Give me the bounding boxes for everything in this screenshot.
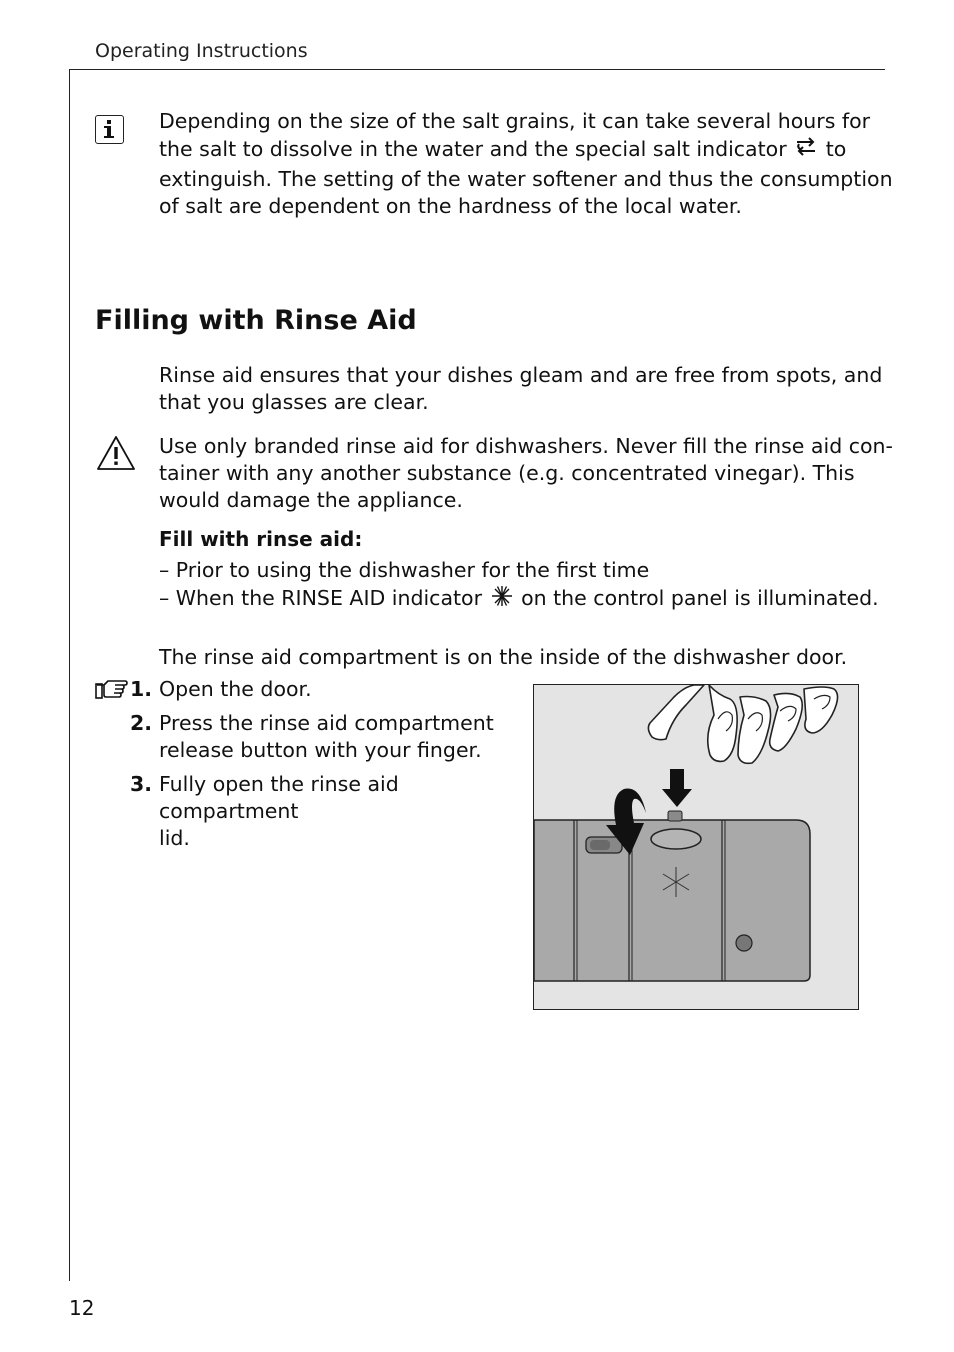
rinse-aid-indicator-icon: [489, 584, 515, 615]
fill-heading: Fill with rinse aid:: [159, 527, 363, 551]
location-text: The rinse aid compartment is on the inside of the dishwasher door.: [159, 645, 848, 669]
step-2-text: Press the rinse aid compartment release button with your finger.: [159, 711, 494, 762]
step-3-number: 3.: [129, 772, 152, 796]
salt-indicator-icon: [793, 135, 819, 166]
step-1-number: 1.: [129, 677, 152, 701]
info-icon: [95, 115, 124, 144]
running-header: Operating Instructions: [95, 40, 308, 62]
pointing-hand-icon: [94, 676, 130, 706]
info-line-3: extinguish. The setting of the water softener and thus the consumption: [159, 167, 893, 191]
info-note: [159, 108, 893, 220]
section-title: Filling with Rinse Aid: [95, 305, 417, 336]
info-line-1: Depending on the size of the salt grains, it can take several hours for: [159, 109, 871, 133]
margin-rule: [69, 69, 70, 1281]
info-line-2: the salt to dissolve in the water and the special salt indicator to: [159, 135, 893, 166]
info-line-4: of salt are dependent on the hardness of the local water.: [159, 194, 742, 218]
warning-text: Use only branded rinse aid for dishwashers. Never fill the rinse aid con- tainer with any another substance (e.g. concentrated vinegar). This would damage the appliance.: [159, 434, 893, 512]
warning-triangle-icon: [95, 434, 137, 476]
header-rule: [69, 69, 885, 70]
section-intro: Rinse aid ensures that your dishes gleam and are free from spots, and that you glasses are clear.: [159, 363, 883, 414]
bullet-first-time: – Prior to using the dishwasher for the first time: [159, 558, 650, 582]
step-3-text: Fully open the rinse aid compartment lid.: [159, 772, 399, 850]
fill-bullets: [159, 557, 879, 615]
rinse-aid-compartment-illustration: [533, 684, 859, 1010]
page-number: 12: [69, 1296, 95, 1320]
step-1-text: Open the door.: [159, 677, 312, 701]
step-2-number: 2.: [129, 711, 152, 735]
bullet-indicator: – When the RINSE AID indicator on the control panel is illuminated.: [159, 584, 879, 615]
